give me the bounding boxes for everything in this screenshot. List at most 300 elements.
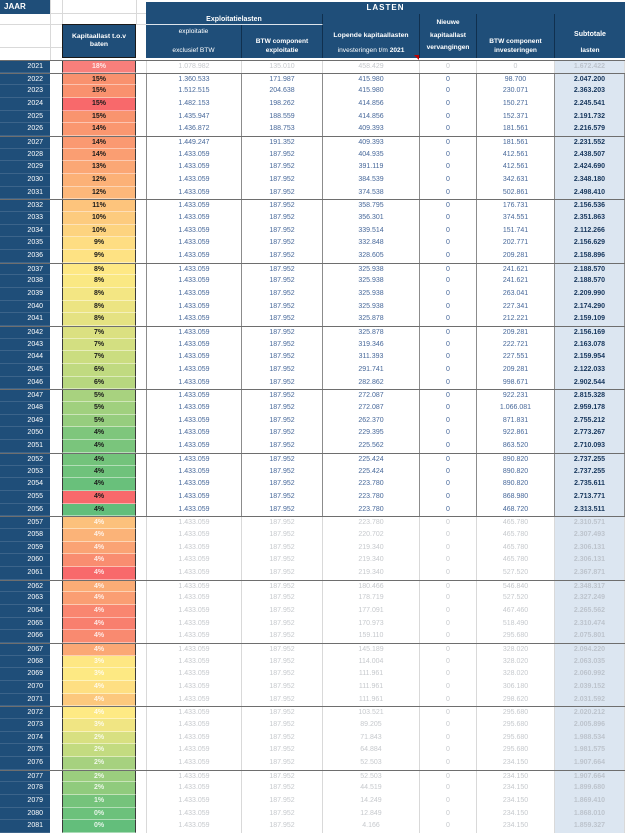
year-cell[interactable]: 2046 <box>0 377 50 390</box>
btw-exploitatie-cell[interactable]: 187.952 <box>242 466 323 479</box>
year-cell[interactable]: 2037 <box>0 264 50 276</box>
lopende-kapitaallasten-cell[interactable]: 64.884 <box>323 744 420 757</box>
vervangingen-cell[interactable]: 0 <box>420 592 477 605</box>
lopende-kapitaallasten-cell[interactable]: 111.961 <box>323 694 420 707</box>
exploitatie-cell[interactable]: 1.433.059 <box>146 517 242 529</box>
year-cell[interactable]: 2057 <box>0 517 50 529</box>
percentage-cell[interactable]: 12% <box>62 174 136 187</box>
vervangingen-cell[interactable]: 0 <box>420 250 477 263</box>
year-cell[interactable]: 2054 <box>0 478 50 491</box>
btw-exploitatie-cell[interactable]: 187.952 <box>242 605 323 618</box>
subtotaal-cell[interactable]: 2.710.093 <box>555 440 625 453</box>
year-cell[interactable]: 2051 <box>0 440 50 453</box>
btw-investeringen-cell[interactable]: 1.066.081 <box>477 402 555 415</box>
btw-investeringen-cell[interactable]: 241.621 <box>477 275 555 288</box>
percentage-cell[interactable]: 14% <box>62 149 136 162</box>
year-cell[interactable]: 2060 <box>0 554 50 567</box>
btw-investeringen-cell[interactable]: 234.150 <box>477 782 555 795</box>
btw-exploitatie-cell[interactable]: 187.952 <box>242 644 323 656</box>
btw-investeringen-cell[interactable]: 328.020 <box>477 656 555 669</box>
year-cell[interactable]: 2049 <box>0 415 50 428</box>
vervangingen-cell[interactable]: 0 <box>420 517 477 529</box>
vervangingen-cell[interactable]: 0 <box>420 771 477 783</box>
subtotaal-cell[interactable]: 2.122.033 <box>555 364 625 377</box>
percentage-cell[interactable]: 4% <box>62 440 136 453</box>
percentage-cell[interactable]: 0% <box>62 820 136 833</box>
vervangingen-cell[interactable]: 0 <box>420 719 477 732</box>
exploitatie-cell[interactable]: 1.433.059 <box>146 795 242 808</box>
lopende-kapitaallasten-cell[interactable]: 111.961 <box>323 681 420 694</box>
percentage-cell[interactable]: 4% <box>62 529 136 542</box>
percentage-cell[interactable]: 4% <box>62 454 136 466</box>
lopende-kapitaallasten-cell[interactable]: 14.249 <box>323 795 420 808</box>
btw-exploitatie-cell[interactable]: 187.952 <box>242 581 323 593</box>
btw-component-investeringen-column-header[interactable] <box>477 14 555 58</box>
exploitatie-cell[interactable]: 1.449.247 <box>146 137 242 149</box>
vervangingen-cell[interactable]: 0 <box>420 85 477 98</box>
year-cell[interactable]: 2032 <box>0 200 50 212</box>
percentage-cell[interactable]: 15% <box>62 98 136 111</box>
exploitatie-cell[interactable]: 1.433.059 <box>146 644 242 656</box>
subtotaal-cell[interactable]: 2.174.290 <box>555 301 625 314</box>
exploitatie-cell[interactable]: 1.433.059 <box>146 288 242 301</box>
vervangingen-cell[interactable]: 0 <box>420 377 477 390</box>
btw-investeringen-cell[interactable]: 527.520 <box>477 567 555 580</box>
percentage-cell[interactable]: 6% <box>62 364 136 377</box>
subtotaal-cell[interactable]: 2.063.035 <box>555 656 625 669</box>
subtotaal-cell[interactable]: 2.112.266 <box>555 225 625 238</box>
subtotaal-cell[interactable]: 2.060.992 <box>555 668 625 681</box>
lopende-kapitaallasten-cell[interactable]: 391.119 <box>323 161 420 174</box>
exploitatie-cell[interactable]: 1.433.059 <box>146 161 242 174</box>
vervangingen-cell[interactable]: 0 <box>420 327 477 339</box>
btw-investeringen-cell[interactable]: 152.371 <box>477 111 555 124</box>
kapitaallast-header-cell[interactable] <box>62 24 136 58</box>
exploitatie-cell[interactable]: 1.436.872 <box>146 123 242 136</box>
subtotaal-cell[interactable]: 2.348.317 <box>555 581 625 593</box>
subtotaal-cell[interactable]: 2.713.771 <box>555 491 625 504</box>
btw-investeringen-cell[interactable]: 465.780 <box>477 517 555 529</box>
percentage-cell[interactable]: 3% <box>62 719 136 732</box>
btw-investeringen-cell[interactable]: 234.150 <box>477 757 555 770</box>
vervangingen-cell[interactable]: 0 <box>420 630 477 643</box>
subtotaal-cell[interactable]: 2.959.178 <box>555 402 625 415</box>
percentage-cell[interactable]: 11% <box>62 200 136 212</box>
btw-exploitatie-cell[interactable]: 187.952 <box>242 187 323 200</box>
lopende-kapitaallasten-cell[interactable]: 325.878 <box>323 313 420 326</box>
lopende-kapitaallasten-cell[interactable]: 12.849 <box>323 808 420 821</box>
subtotaal-cell[interactable]: 2.039.152 <box>555 681 625 694</box>
vervangingen-cell[interactable]: 0 <box>420 491 477 504</box>
percentage-cell[interactable]: 8% <box>62 313 136 326</box>
exploitatie-cell[interactable]: 1.433.059 <box>146 313 242 326</box>
lopende-kapitaallasten-cell[interactable]: 282.862 <box>323 377 420 390</box>
percentage-cell[interactable]: 4% <box>62 427 136 440</box>
subtotaal-cell[interactable]: 2.209.990 <box>555 288 625 301</box>
btw-exploitatie-cell[interactable]: 187.952 <box>242 351 323 364</box>
year-cell[interactable]: 2069 <box>0 668 50 681</box>
lopende-kapitaallasten-cell[interactable]: 223.780 <box>323 517 420 529</box>
subtotale-lasten-column-header[interactable] <box>555 14 625 58</box>
year-cell[interactable]: 2055 <box>0 491 50 504</box>
btw-exploitatie-cell[interactable]: 187.952 <box>242 402 323 415</box>
year-cell[interactable]: 2026 <box>0 123 50 136</box>
btw-exploitatie-cell[interactable]: 187.952 <box>242 732 323 745</box>
lopende-kapitaallasten-cell[interactable]: 52.503 <box>323 757 420 770</box>
vervangingen-cell[interactable]: 0 <box>420 427 477 440</box>
exploitatie-cell[interactable]: 1.433.059 <box>146 250 242 263</box>
percentage-cell[interactable]: 5% <box>62 390 136 402</box>
vervangingen-cell[interactable]: 0 <box>420 123 477 136</box>
subtotaal-cell[interactable]: 2.424.690 <box>555 161 625 174</box>
subtotaal-cell[interactable]: 2.438.507 <box>555 149 625 162</box>
lopende-kapitaallasten-cell[interactable]: 159.110 <box>323 630 420 643</box>
lopende-kapitaallasten-cell[interactable]: 325.878 <box>323 327 420 339</box>
lopende-kapitaallasten-cell[interactable]: 111.961 <box>323 668 420 681</box>
year-cell[interactable]: 2048 <box>0 402 50 415</box>
year-cell[interactable]: 2052 <box>0 454 50 466</box>
vervangingen-cell[interactable]: 0 <box>420 478 477 491</box>
subtotaal-cell[interactable]: 2.348.180 <box>555 174 625 187</box>
year-cell[interactable]: 2022 <box>0 74 50 86</box>
exploitatie-cell[interactable]: 1.433.059 <box>146 339 242 352</box>
btw-exploitatie-cell[interactable]: 187.952 <box>242 250 323 263</box>
subtotaal-cell[interactable]: 2.265.562 <box>555 605 625 618</box>
btw-investeringen-cell[interactable]: 227.341 <box>477 301 555 314</box>
lopende-kapitaallasten-cell[interactable]: 71.843 <box>323 732 420 745</box>
subtotaal-cell[interactable]: 2.031.592 <box>555 694 625 707</box>
vervangingen-cell[interactable]: 0 <box>420 554 477 567</box>
vervangingen-cell[interactable]: 0 <box>420 402 477 415</box>
lopende-kapitaallasten-cell[interactable]: 219.340 <box>323 554 420 567</box>
exploitatie-cell[interactable]: 1.435.947 <box>146 111 242 124</box>
lopende-kapitaallasten-cell[interactable]: 225.562 <box>323 440 420 453</box>
year-cell[interactable]: 2072 <box>0 707 50 719</box>
vervangingen-cell[interactable]: 0 <box>420 200 477 212</box>
year-cell[interactable]: 2050 <box>0 427 50 440</box>
btw-exploitatie-cell[interactable]: 187.952 <box>242 529 323 542</box>
year-cell[interactable]: 2064 <box>0 605 50 618</box>
exploitatie-cell[interactable]: 1.433.059 <box>146 377 242 390</box>
lopende-kapitaallasten-cell[interactable]: 89.205 <box>323 719 420 732</box>
btw-exploitatie-cell[interactable]: 187.952 <box>242 364 323 377</box>
btw-exploitatie-cell[interactable]: 191.352 <box>242 137 323 149</box>
nieuwe-kapitaallast-column-header[interactable] <box>420 14 477 58</box>
btw-exploitatie-cell[interactable]: 187.952 <box>242 478 323 491</box>
btw-exploitatie-cell[interactable]: 187.952 <box>242 744 323 757</box>
year-cell[interactable]: 2077 <box>0 771 50 783</box>
subtotaal-cell[interactable]: 2.156.169 <box>555 327 625 339</box>
percentage-cell[interactable]: 4% <box>62 517 136 529</box>
lopende-kapitaallasten-cell[interactable]: 229.395 <box>323 427 420 440</box>
exploitatie-cell[interactable]: 1.433.059 <box>146 567 242 580</box>
percentage-cell[interactable]: 5% <box>62 402 136 415</box>
subtotaal-cell[interactable]: 2.735.611 <box>555 478 625 491</box>
vervangingen-cell[interactable]: 0 <box>420 694 477 707</box>
exploitatie-cell[interactable]: 1.433.059 <box>146 581 242 593</box>
percentage-cell[interactable]: 10% <box>62 212 136 225</box>
subtotaal-cell[interactable]: 2.158.896 <box>555 250 625 263</box>
vervangingen-cell[interactable]: 0 <box>420 61 477 73</box>
btw-exploitatie-cell[interactable]: 187.952 <box>242 327 323 339</box>
percentage-cell[interactable]: 6% <box>62 377 136 390</box>
btw-exploitatie-cell[interactable]: 187.952 <box>242 275 323 288</box>
percentage-cell[interactable]: 4% <box>62 630 136 643</box>
exploitatie-cell[interactable]: 1.433.059 <box>146 592 242 605</box>
exploitatie-cell[interactable]: 1.433.059 <box>146 719 242 732</box>
lopende-kapitaallasten-cell[interactable]: 414.856 <box>323 98 420 111</box>
btw-investeringen-cell[interactable]: 890.820 <box>477 454 555 466</box>
exploitatie-cell[interactable]: 1.360.533 <box>146 74 242 86</box>
year-cell[interactable]: 2074 <box>0 732 50 745</box>
percentage-cell[interactable]: 0% <box>62 808 136 821</box>
percentage-cell[interactable]: 15% <box>62 111 136 124</box>
percentage-cell[interactable]: 14% <box>62 123 136 136</box>
btw-investeringen-cell[interactable]: 342.631 <box>477 174 555 187</box>
vervangingen-cell[interactable]: 0 <box>420 225 477 238</box>
lopende-kapitaallasten-cell[interactable]: 223.780 <box>323 504 420 517</box>
btw-exploitatie-cell[interactable]: 188.559 <box>242 111 323 124</box>
exploitatie-cell[interactable]: 1.433.059 <box>146 605 242 618</box>
lopende-kapitaallasten-cell[interactable]: 145.189 <box>323 644 420 656</box>
btw-exploitatie-cell[interactable]: 187.952 <box>242 771 323 783</box>
exploitatie-cell[interactable]: 1.433.059 <box>146 529 242 542</box>
btw-exploitatie-cell[interactable]: 187.952 <box>242 681 323 694</box>
percentage-cell[interactable]: 2% <box>62 771 136 783</box>
exploitatie-cell[interactable]: 1.433.059 <box>146 504 242 517</box>
btw-investeringen-cell[interactable]: 871.831 <box>477 415 555 428</box>
vervangingen-cell[interactable]: 0 <box>420 390 477 402</box>
exploitatie-cell[interactable]: 1.433.059 <box>146 782 242 795</box>
btw-component-exploitatie-column-header[interactable] <box>242 25 323 58</box>
exploitatie-cell[interactable]: 1.433.059 <box>146 707 242 719</box>
btw-exploitatie-cell[interactable]: 187.952 <box>242 225 323 238</box>
btw-exploitatie-cell[interactable]: 187.952 <box>242 149 323 162</box>
subtotaal-cell[interactable]: 1.907.664 <box>555 771 625 783</box>
lopende-kapitaallasten-cell[interactable]: 44.519 <box>323 782 420 795</box>
btw-exploitatie-cell[interactable]: 187.952 <box>242 491 323 504</box>
year-cell[interactable]: 2079 <box>0 795 50 808</box>
btw-investeringen-cell[interactable]: 922.861 <box>477 427 555 440</box>
exploitatie-cell[interactable]: 1.433.059 <box>146 187 242 200</box>
btw-exploitatie-cell[interactable]: 187.952 <box>242 707 323 719</box>
subtotaal-cell[interactable]: 2.737.255 <box>555 454 625 466</box>
lopende-kapitaallasten-cell[interactable]: 225.424 <box>323 466 420 479</box>
year-cell[interactable]: 2066 <box>0 630 50 643</box>
btw-investeringen-cell[interactable]: 328.020 <box>477 644 555 656</box>
year-cell[interactable]: 2062 <box>0 581 50 593</box>
subtotaal-cell[interactable]: 2.306.131 <box>555 542 625 555</box>
subtotaal-cell[interactable]: 2.815.328 <box>555 390 625 402</box>
btw-exploitatie-cell[interactable]: 187.952 <box>242 390 323 402</box>
year-cell[interactable]: 2024 <box>0 98 50 111</box>
subtotaal-cell[interactable]: 2.327.249 <box>555 592 625 605</box>
exploitatie-cell[interactable]: 1.433.059 <box>146 327 242 339</box>
btw-exploitatie-cell[interactable]: 187.952 <box>242 313 323 326</box>
btw-exploitatie-cell[interactable]: 187.952 <box>242 820 323 833</box>
percentage-cell[interactable]: 4% <box>62 644 136 656</box>
percentage-cell[interactable]: 8% <box>62 275 136 288</box>
year-cell[interactable]: 2063 <box>0 592 50 605</box>
exploitatie-cell[interactable]: 1.433.059 <box>146 149 242 162</box>
subtotaal-cell[interactable]: 2.156.536 <box>555 200 625 212</box>
subtotaal-cell[interactable]: 2.075.801 <box>555 630 625 643</box>
vervangingen-cell[interactable]: 0 <box>420 795 477 808</box>
btw-investeringen-cell[interactable]: 234.150 <box>477 808 555 821</box>
year-cell[interactable]: 2039 <box>0 288 50 301</box>
subtotaal-cell[interactable]: 2.005.896 <box>555 719 625 732</box>
exploitatie-cell[interactable]: 1.433.059 <box>146 820 242 833</box>
exploitatie-cell[interactable]: 1.433.059 <box>146 225 242 238</box>
btw-exploitatie-cell[interactable]: 187.952 <box>242 504 323 517</box>
exploitatie-cell[interactable]: 1.433.059 <box>146 744 242 757</box>
subtotaal-cell[interactable]: 2.231.552 <box>555 137 625 149</box>
exploitatie-cell[interactable]: 1.433.059 <box>146 200 242 212</box>
btw-investeringen-cell[interactable]: 150.271 <box>477 98 555 111</box>
year-cell[interactable]: 2078 <box>0 782 50 795</box>
percentage-cell[interactable]: 8% <box>62 301 136 314</box>
btw-investeringen-cell[interactable]: 412.561 <box>477 149 555 162</box>
year-cell[interactable]: 2053 <box>0 466 50 479</box>
percentage-cell[interactable]: 4% <box>62 554 136 567</box>
lopende-kapitaallasten-cell[interactable]: 262.370 <box>323 415 420 428</box>
btw-investeringen-cell[interactable]: 222.721 <box>477 339 555 352</box>
year-cell[interactable]: 2027 <box>0 137 50 149</box>
exploitatie-cell[interactable]: 1.433.059 <box>146 415 242 428</box>
btw-investeringen-cell[interactable]: 467.460 <box>477 605 555 618</box>
lopende-kapitaallasten-cell[interactable]: 178.719 <box>323 592 420 605</box>
exploitatie-column-header[interactable] <box>146 25 242 58</box>
btw-exploitatie-cell[interactable]: 187.952 <box>242 808 323 821</box>
year-cell[interactable]: 2040 <box>0 301 50 314</box>
btw-investeringen-cell[interactable]: 922.231 <box>477 390 555 402</box>
vervangingen-cell[interactable]: 0 <box>420 542 477 555</box>
year-cell[interactable]: 2031 <box>0 187 50 200</box>
exploitatie-cell[interactable]: 1.433.059 <box>146 554 242 567</box>
btw-exploitatie-cell[interactable]: 188.753 <box>242 123 323 136</box>
lopende-kapitaallasten-cell[interactable]: 325.938 <box>323 264 420 276</box>
vervangingen-cell[interactable]: 0 <box>420 707 477 719</box>
vervangingen-cell[interactable]: 0 <box>420 149 477 162</box>
subtotaal-cell[interactable]: 2.159.954 <box>555 351 625 364</box>
vervangingen-cell[interactable]: 0 <box>420 264 477 276</box>
vervangingen-cell[interactable]: 0 <box>420 618 477 631</box>
btw-investeringen-cell[interactable]: 98.700 <box>477 74 555 86</box>
year-cell[interactable]: 2067 <box>0 644 50 656</box>
btw-investeringen-cell[interactable]: 295.680 <box>477 744 555 757</box>
lopende-kapitaallasten-cell[interactable]: 223.780 <box>323 478 420 491</box>
percentage-cell[interactable]: 9% <box>62 237 136 250</box>
btw-investeringen-cell[interactable]: 295.680 <box>477 732 555 745</box>
lopende-kapitaallasten-cell[interactable]: 220.702 <box>323 529 420 542</box>
btw-investeringen-cell[interactable]: 212.221 <box>477 313 555 326</box>
vervangingen-cell[interactable]: 0 <box>420 466 477 479</box>
btw-investeringen-cell[interactable]: 176.731 <box>477 200 555 212</box>
exploitatielasten-header-cell[interactable] <box>146 14 323 25</box>
subtotaal-cell[interactable]: 2.310.474 <box>555 618 625 631</box>
subtotaal-cell[interactable]: 1.988.534 <box>555 732 625 745</box>
btw-investeringen-cell[interactable]: 241.621 <box>477 264 555 276</box>
percentage-cell[interactable]: 4% <box>62 681 136 694</box>
btw-investeringen-cell[interactable]: 0 <box>477 61 555 73</box>
subtotaal-cell[interactable]: 2.351.863 <box>555 212 625 225</box>
exploitatie-cell[interactable]: 1.433.059 <box>146 275 242 288</box>
btw-investeringen-cell[interactable]: 209.281 <box>477 250 555 263</box>
btw-exploitatie-cell[interactable]: 187.952 <box>242 542 323 555</box>
year-cell[interactable]: 2061 <box>0 567 50 580</box>
vervangingen-cell[interactable]: 0 <box>420 820 477 833</box>
percentage-cell[interactable]: 14% <box>62 137 136 149</box>
btw-investeringen-cell[interactable]: 465.780 <box>477 529 555 542</box>
exploitatie-cell[interactable]: 1.433.059 <box>146 542 242 555</box>
subtotaal-cell[interactable]: 2.737.255 <box>555 466 625 479</box>
lopende-kapitaallasten-cell[interactable]: 272.087 <box>323 390 420 402</box>
percentage-cell[interactable]: 3% <box>62 668 136 681</box>
lopende-kapitaallasten-cell[interactable]: 339.514 <box>323 225 420 238</box>
year-cell[interactable]: 2035 <box>0 237 50 250</box>
year-cell[interactable]: 2038 <box>0 275 50 288</box>
btw-exploitatie-cell[interactable]: 187.952 <box>242 415 323 428</box>
btw-investeringen-cell[interactable]: 412.561 <box>477 161 555 174</box>
vervangingen-cell[interactable]: 0 <box>420 364 477 377</box>
subtotaal-cell[interactable]: 2.498.410 <box>555 187 625 200</box>
vervangingen-cell[interactable]: 0 <box>420 161 477 174</box>
lopende-kapitaallasten-cell[interactable]: 272.087 <box>323 402 420 415</box>
subtotaal-cell[interactable]: 2.313.511 <box>555 504 625 517</box>
percentage-cell[interactable]: 4% <box>62 491 136 504</box>
btw-exploitatie-cell[interactable]: 187.952 <box>242 592 323 605</box>
btw-investeringen-cell[interactable]: 465.780 <box>477 554 555 567</box>
subtotaal-cell[interactable]: 1.869.410 <box>555 795 625 808</box>
exploitatie-cell[interactable]: 1.433.059 <box>146 427 242 440</box>
percentage-cell[interactable]: 10% <box>62 225 136 238</box>
vervangingen-cell[interactable]: 0 <box>420 567 477 580</box>
btw-exploitatie-cell[interactable]: 187.952 <box>242 618 323 631</box>
lopende-kapitaallasten-cell[interactable]: 319.346 <box>323 339 420 352</box>
vervangingen-cell[interactable]: 0 <box>420 301 477 314</box>
vervangingen-cell[interactable]: 0 <box>420 111 477 124</box>
year-cell[interactable]: 2042 <box>0 327 50 339</box>
year-cell[interactable]: 2047 <box>0 390 50 402</box>
btw-exploitatie-cell[interactable]: 187.952 <box>242 782 323 795</box>
lopende-kapitaallasten-cell[interactable]: 114.004 <box>323 656 420 669</box>
btw-investeringen-cell[interactable]: 227.551 <box>477 351 555 364</box>
percentage-cell[interactable]: 4% <box>62 466 136 479</box>
btw-investeringen-cell[interactable]: 527.520 <box>477 592 555 605</box>
lopende-kapitaallasten-cell[interactable]: 223.780 <box>323 491 420 504</box>
subtotaal-cell[interactable]: 2.047.200 <box>555 74 625 86</box>
exploitatie-cell[interactable]: 1.433.059 <box>146 656 242 669</box>
btw-investeringen-cell[interactable]: 468.720 <box>477 504 555 517</box>
btw-investeringen-cell[interactable]: 546.840 <box>477 581 555 593</box>
percentage-cell[interactable]: 4% <box>62 618 136 631</box>
exploitatie-cell[interactable]: 1.482.153 <box>146 98 242 111</box>
btw-exploitatie-cell[interactable]: 187.952 <box>242 757 323 770</box>
exploitatie-cell[interactable]: 1.433.059 <box>146 681 242 694</box>
btw-investeringen-cell[interactable]: 502.861 <box>477 187 555 200</box>
subtotaal-cell[interactable]: 2.188.570 <box>555 264 625 276</box>
btw-investeringen-cell[interactable]: 263.041 <box>477 288 555 301</box>
percentage-cell[interactable]: 7% <box>62 339 136 352</box>
subtotaal-cell[interactable]: 1.859.327 <box>555 820 625 833</box>
exploitatie-cell[interactable]: 1.433.059 <box>146 212 242 225</box>
exploitatie-cell[interactable]: 1.433.059 <box>146 808 242 821</box>
vervangingen-cell[interactable]: 0 <box>420 137 477 149</box>
percentage-cell[interactable]: 3% <box>62 656 136 669</box>
vervangingen-cell[interactable]: 0 <box>420 313 477 326</box>
year-cell[interactable]: 2043 <box>0 339 50 352</box>
subtotaal-cell[interactable]: 2.020.212 <box>555 707 625 719</box>
